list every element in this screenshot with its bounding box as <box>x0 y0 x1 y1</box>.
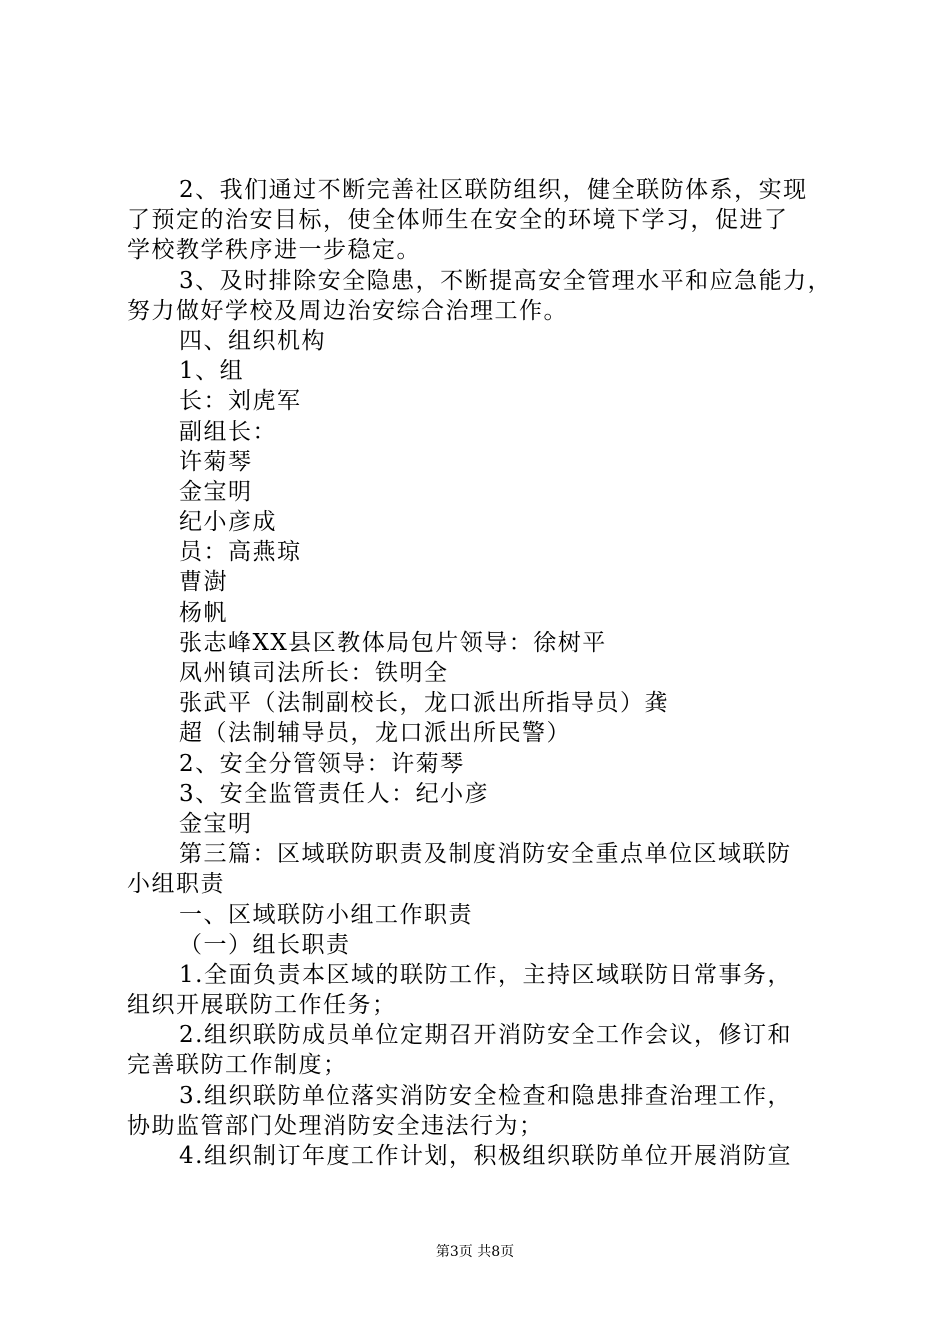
text-line: 学校教学秩序进一步稳定。 <box>127 237 421 264</box>
text-line: 3、安全监管责任人：纪小彦 <box>179 780 490 807</box>
text-line: 四、组织机构 <box>179 327 326 354</box>
text-line: 张志峰XX县区教体局包片领导：徐树平 <box>179 629 607 656</box>
text-line: 一、区域联防小组工作职责 <box>179 901 473 928</box>
text-line: 3、及时排除安全隐患，不断提高安全管理水平和应急能力， <box>179 267 833 294</box>
text-line: 长：刘虎军 <box>179 388 302 415</box>
page-footer: 第3页 共8页 <box>435 1244 515 1260</box>
text-line: 2、我们通过不断完善社区联防组织，健全联防体系，实现 <box>179 177 808 203</box>
text-line: 2、安全分管领导：许菊琴 <box>179 750 465 777</box>
text-line: 完善联防工作制度； <box>127 1052 348 1079</box>
text-line: 曹澍 <box>179 569 228 596</box>
text-line: 4.组织制订年度工作计划，积极组织联防单位开展消防宣 <box>179 1143 792 1169</box>
text-line: 许菊琴 <box>179 448 253 475</box>
text-line: 员：高燕琼 <box>179 539 302 566</box>
text-line: （一）组长职责 <box>179 931 351 958</box>
text-line: 组织开展联防工作任务； <box>127 992 397 1019</box>
text-line: 杨帆 <box>179 599 228 626</box>
text-line: 协助监管部门处理消防安全违法行为； <box>127 1112 544 1139</box>
text-line: 超（法制辅导员，龙口派出所民警） <box>179 720 571 747</box>
text-line: 金宝明 <box>179 810 253 837</box>
text-line: 第三篇：区域联防职责及制度消防安全重点单位区域联防 <box>179 841 792 868</box>
text-line: 副组长： <box>179 418 277 445</box>
text-line: 小组职责 <box>127 871 225 898</box>
document-body <box>127 175 837 1171</box>
text-line: 凤州镇司法所长：铁明全 <box>179 660 449 686</box>
text-line: 努力做好学校及周边治安综合治理工作。 <box>127 297 568 324</box>
text-line: 纪小彦成 <box>179 509 277 536</box>
text-line: 1.全面负责本区域的联防工作，主持区域联防日常事务， <box>179 961 792 988</box>
text-line: 张武平（法制副校长，龙口派出所指导员）龚 <box>179 690 669 717</box>
text-line: 1、组 <box>179 358 245 385</box>
text-line: 3.组织联防单位落实消防安全检查和隐患排查治理工作， <box>179 1082 792 1109</box>
text-line: 了预定的治安目标，使全体师生在安全的环境下学习，促进了 <box>127 207 789 234</box>
text-line: 2.组织联防成员单位定期召开消防安全工作会议，修订和 <box>179 1022 792 1049</box>
text-line: 金宝明 <box>179 478 253 505</box>
